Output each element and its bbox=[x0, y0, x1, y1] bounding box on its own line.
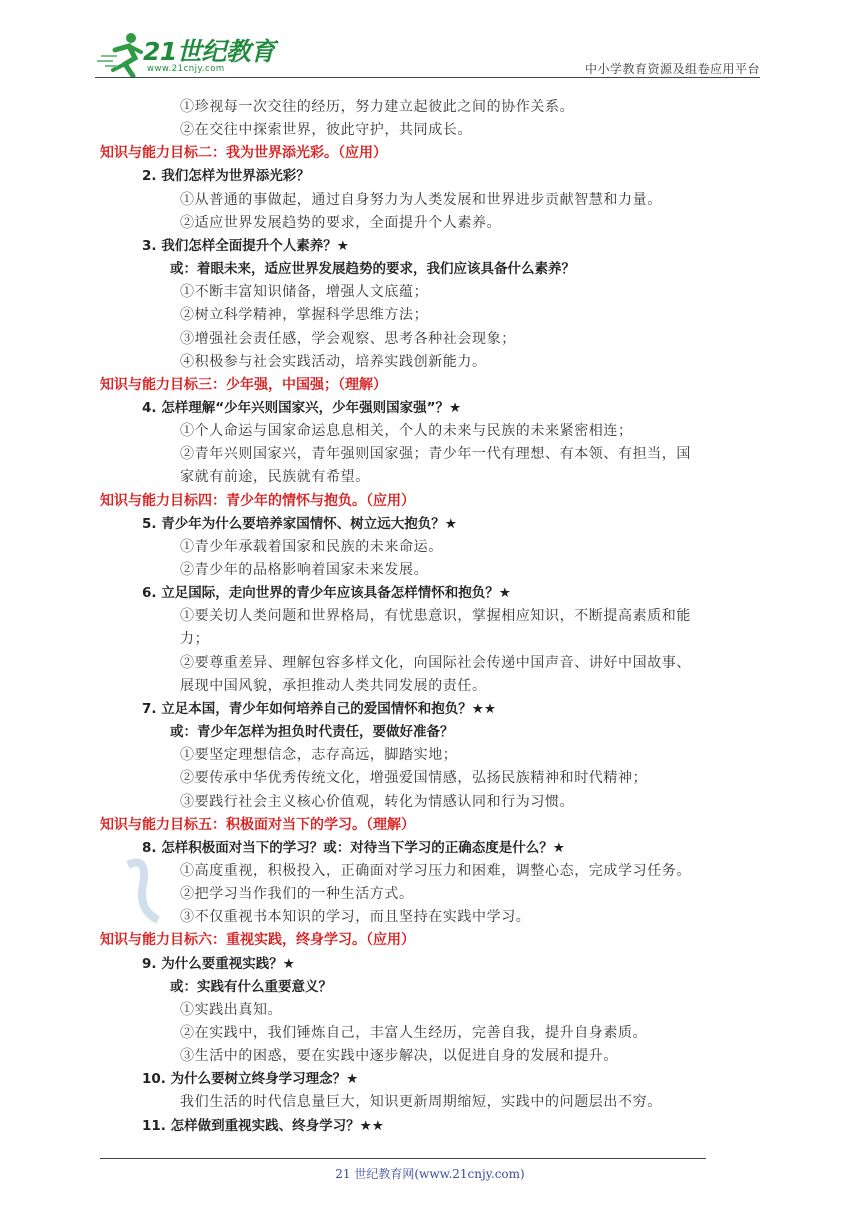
question: 6. 立足国际，走向世界的青少年应该具备怎样情怀和抱负？★ bbox=[142, 585, 511, 602]
platform-title: 中小学教育资源及组卷应用平台 bbox=[584, 62, 760, 76]
question-alt: 或：青少年怎样为担负时代责任，要做好准备？ bbox=[170, 724, 454, 741]
question-alt: 或：实践有什么重要意义？ bbox=[170, 978, 332, 995]
answer-line: ②要尊重差异、理解包容多样文化，向国际社会传递中国声音、讲好中国故事、 bbox=[180, 654, 691, 671]
answer-line: ④积极参与社会实践活动，培养实践创新能力。 bbox=[180, 353, 487, 370]
answer-line: ②适应世界发展趋势的要求，全面提升个人素养。 bbox=[180, 214, 502, 231]
question-alt: 或：着眼未来，适应世界发展趋势的要求，我们应该具备什么素养？ bbox=[170, 261, 575, 278]
question: 11. 怎样做到重视实践、终身学习？★★ bbox=[142, 1117, 384, 1134]
question: 7. 立足本国，青少年如何培养自己的爱国情怀和抱负？★★ bbox=[142, 700, 496, 717]
watermark-icon bbox=[118, 855, 168, 925]
answer-line: ②青少年的品格影响着国家未来发展。 bbox=[180, 562, 429, 578]
section-heading: 知识与能力目标三：少年强，中国强；（理解） bbox=[100, 376, 387, 393]
section-heading: 知识与能力目标六：重视实践，终身学习。（应用） bbox=[100, 932, 415, 949]
section-heading: 知识与能力目标四：青少年的情怀与抱负。（应用） bbox=[100, 492, 415, 509]
section-heading: 知识与能力目标二：我为世界添光彩。（应用） bbox=[100, 145, 387, 162]
answer-line: ②在实践中，我们锤炼自己，丰富人生经历，完善自我，提升自身素质。 bbox=[180, 1025, 648, 1041]
answer-line: ①高度重视，积极投入，正确面对学习压力和困难，调整心态，完成学习任务。 bbox=[180, 862, 691, 879]
answer-line: ①要关切人类问题和世界格局，有忧患意识，掌握相应知识，不断提高素质和能 bbox=[180, 608, 691, 625]
answer-line: ①实践出真知。 bbox=[180, 1001, 283, 1018]
answer-line: ②把学习当作我们的一种生活方式。 bbox=[180, 886, 414, 903]
answer-line: ②要传承中华优秀传统文化，增强爱国情感，弘扬民族精神和时代精神； bbox=[180, 770, 648, 787]
page-header bbox=[95, 28, 760, 80]
answer-line: 家就有前途，民族就有希望。 bbox=[180, 469, 370, 486]
question: 4. 怎样理解“少年兴则国家兴，少年强则国家强”？★ bbox=[142, 399, 462, 416]
question: 5. 青少年为什么要培养家国情怀、树立远大抱负？★ bbox=[142, 515, 457, 532]
answer-line: ②青年兴则国家兴，青年强则国家强；青少年一代有理想、有本领、有担当，国 bbox=[180, 446, 691, 463]
page-footer: 21 世纪教育网(www.21cnjy.com) bbox=[335, 1167, 525, 1181]
question: 10. 为什么要树立终身学习理念？★ bbox=[142, 1071, 359, 1088]
answer-line: ②树立科学精神，掌握科学思维方法； bbox=[180, 307, 429, 324]
answer-line: ①个人命运与国家命运息息相关，个人的未来与民族的未来紧密相连； bbox=[180, 423, 633, 440]
section-heading: 知识与能力目标五：积极面对当下的学习。（理解） bbox=[100, 816, 415, 833]
header-divider bbox=[95, 77, 760, 78]
logo-url: www.21cnjy.com bbox=[147, 64, 225, 74]
question: 8. 怎样积极面对当下的学习？或：对待当下学习的正确态度是什么？★ bbox=[142, 839, 565, 856]
answer-line: ①珍视每一次交往的经历，努力建立起彼此之间的协作关系。 bbox=[180, 99, 575, 115]
question: 3. 我们怎样全面提升个人素养？★ bbox=[142, 237, 349, 254]
answer-line: ①要坚定理想信念，志存高远，脚踏实地； bbox=[180, 747, 458, 764]
answer-line: ①不断丰富知识储备，增强人文底蕴； bbox=[180, 284, 429, 301]
answer-line: ①青少年承载着国家和民族的未来命运。 bbox=[180, 538, 443, 555]
question: 9. 为什么要重视实践？★ bbox=[142, 955, 295, 972]
answer-line: ③生活中的困惑，要在实践中逐步解决，以促进自身的发展和提升。 bbox=[180, 1048, 618, 1065]
answer-line: 展现中国风貌，承担推动人类共同发展的责任。 bbox=[180, 677, 487, 694]
logo-text: 21世纪教育 bbox=[143, 37, 275, 66]
answer-line: ③要践行社会主义核心价值观，转化为情感认同和行为习惯。 bbox=[180, 793, 575, 810]
answer-line: 力； bbox=[180, 631, 210, 648]
answer-line: ③不仅重视书本知识的学习，而且坚持在实践中学习。 bbox=[180, 909, 531, 926]
question: 2. 我们怎样为世界添光彩？ bbox=[142, 168, 310, 185]
site-logo bbox=[95, 30, 295, 78]
answer-line: ①从普通的事做起，通过自身努力为人类发展和世界进步贡献智慧和力量。 bbox=[180, 191, 662, 208]
answer-line: 我们生活的时代信息量巨大，知识更新周期缩短，实践中的问题层出不穷。 bbox=[180, 1094, 662, 1111]
answer-line: ②在交往中探索世界，彼此守护，共同成长。 bbox=[180, 122, 472, 139]
answer-line: ③增强社会责任感，学会观察、思考各种社会现象； bbox=[180, 330, 516, 347]
footer-divider bbox=[100, 1158, 706, 1159]
